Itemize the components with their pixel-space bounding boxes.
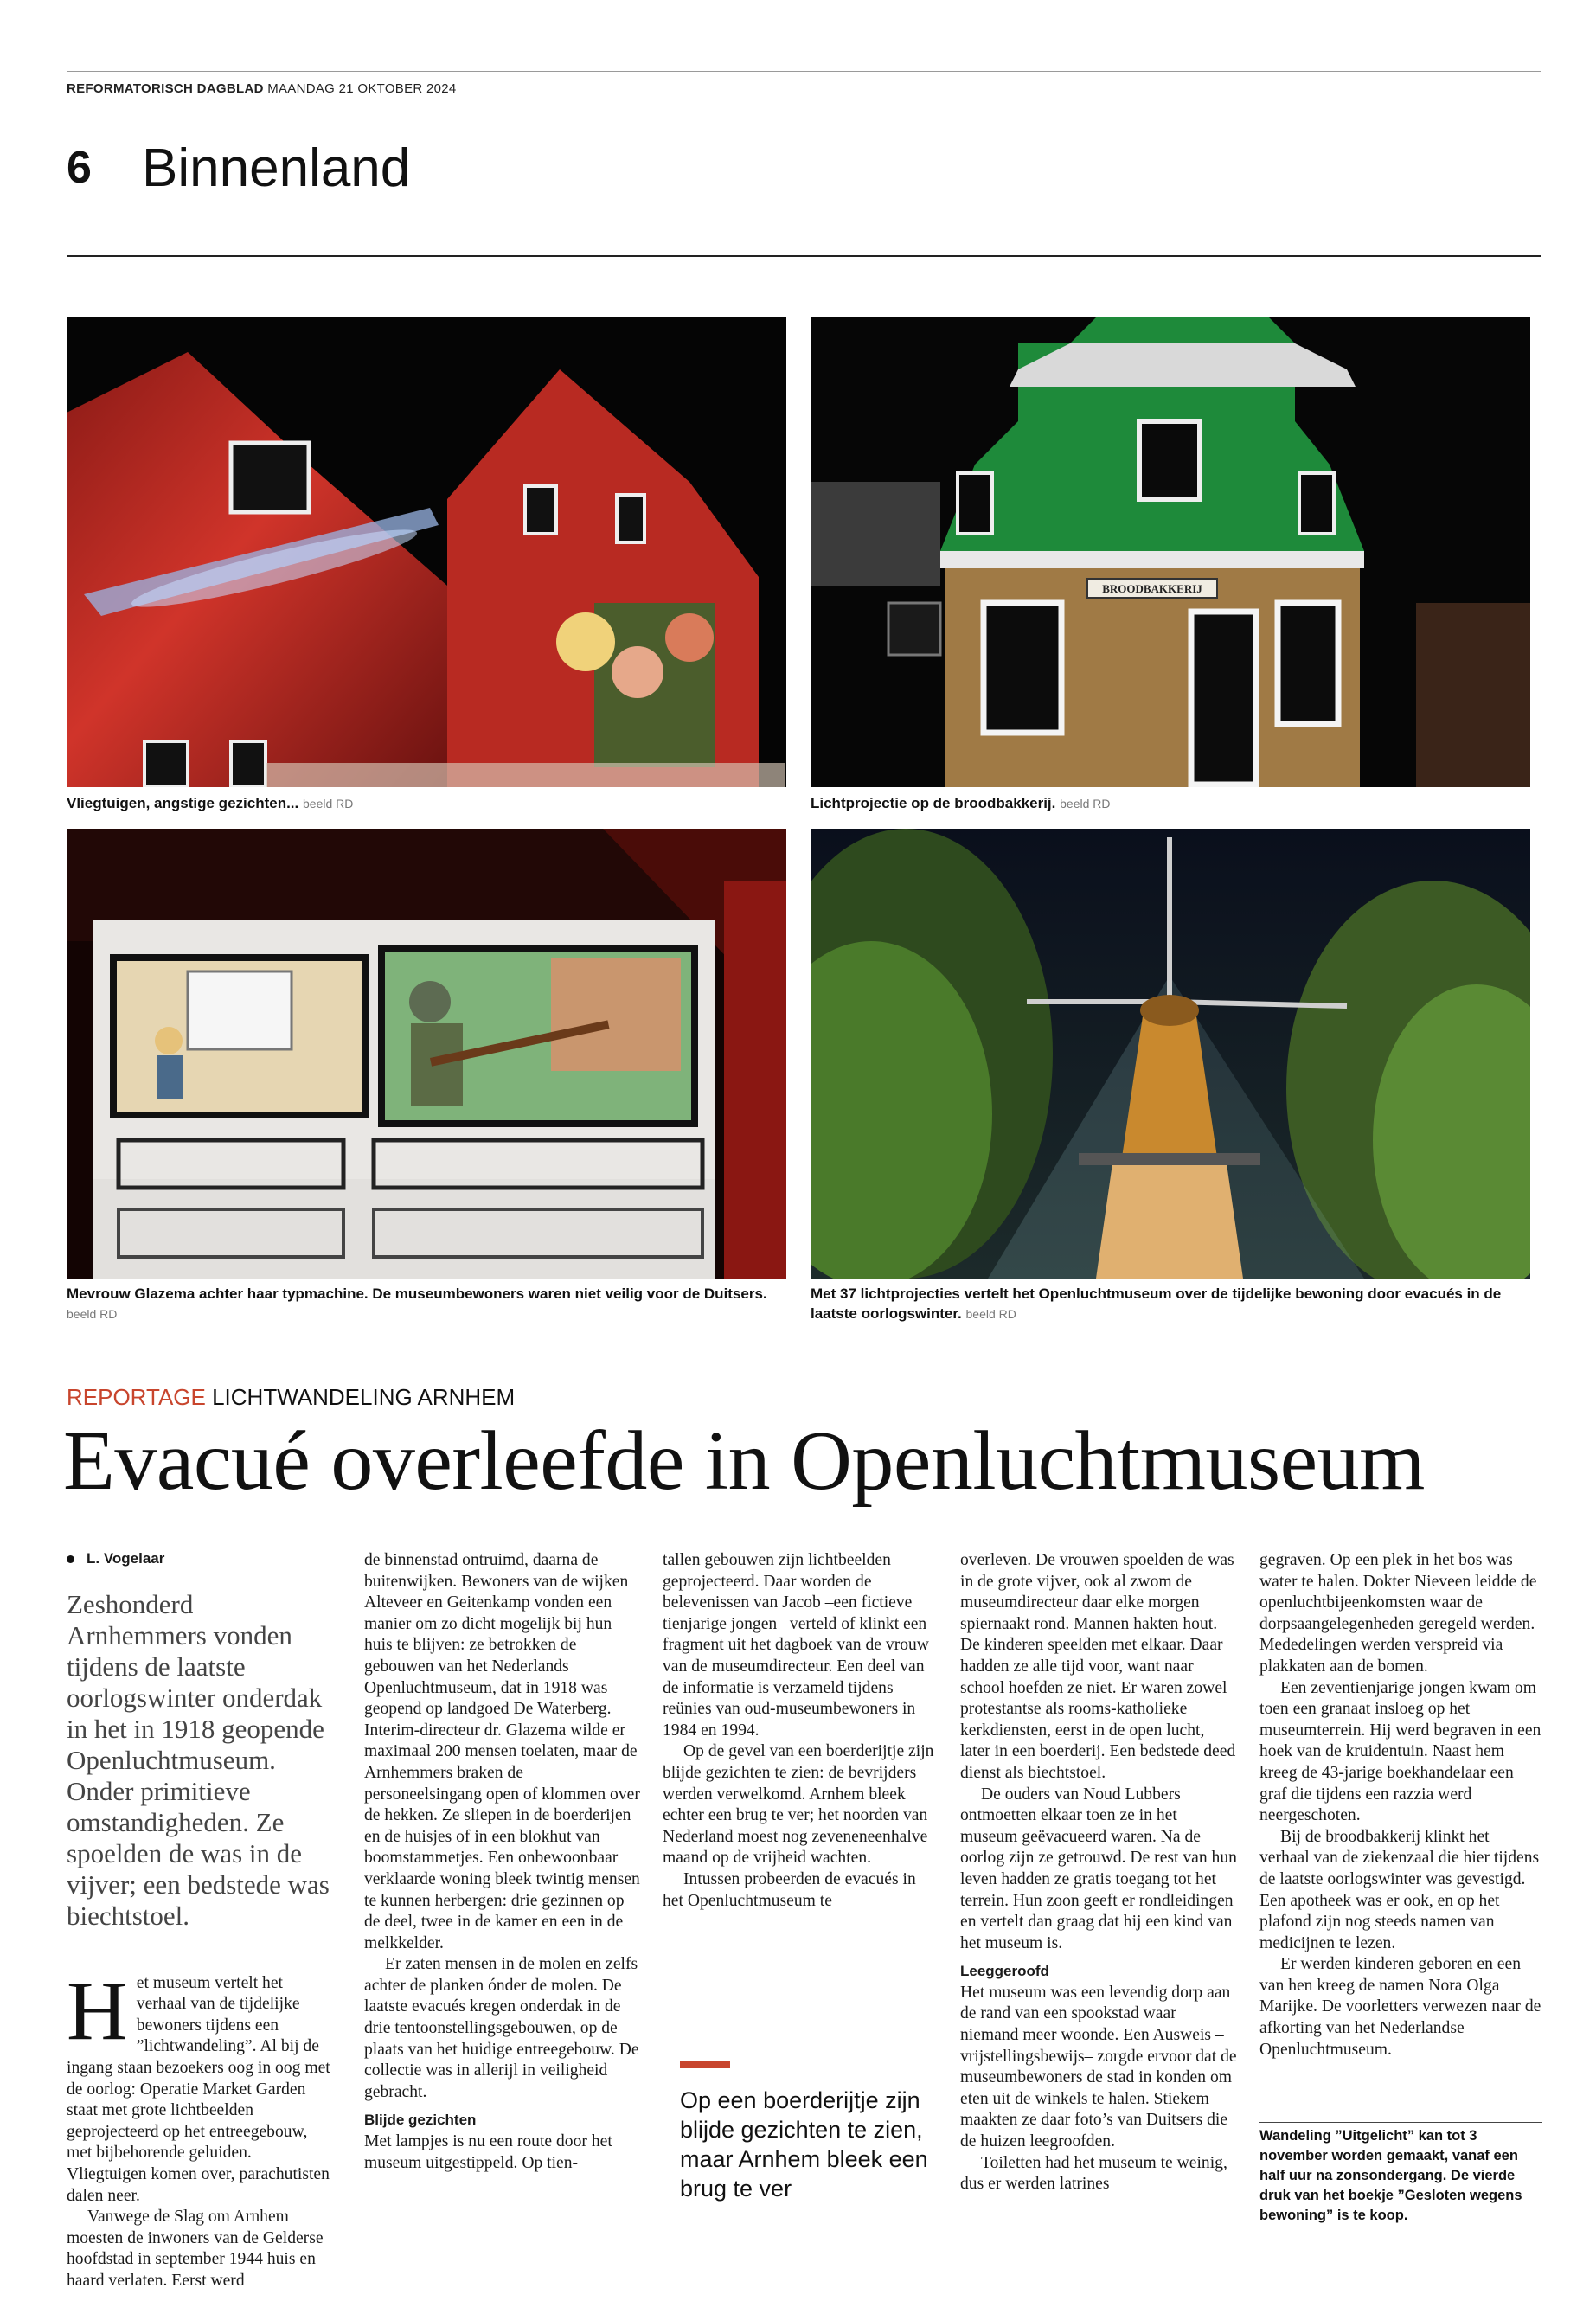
pull-quote-text: Op een boerderijtje zijn blijde gezichten te zien, maar Arnhem bleek een brug te ver [680,2087,928,2202]
photo-credit: beeld RD [965,1307,1016,1321]
article-column-4 [960,1550,1237,2195]
section-rule [67,255,1541,257]
body-paragraph: Een zeventienjarige jongen kwam om toen een granaat insloeg op het museumterrein. Hij werd begraven in een hoek van de kruidentuin. Naast hem kreeg de 43-jarige boekhandelaar een graf die tijdens een razzia werd neergeschoten. [1259,1678,1542,1825]
body-paragraph: overleven. De vrouwen spoelden de was in de grote vijver, ook al zwom de museumdirecteur daar elke morgen spiernaakt rond. Mannen hakten hout. De kinderen speelden met elkaar. Daar hadden ze alle tijd voor, want naar school hoefden ze niet. Er waren zowel protestantse als rooms-katholieke kerkdiensten, eerst in de open lucht, later in een boerderij. Een bedstede deed dienst als biechtstoel. [960,1551,1236,1782]
article-column-5 [1259,1550,1542,2061]
body-paragraph: Met lampjes is nu een route door het museum uitgestippeld. Op tien- [364,2132,612,2172]
article-column-3 [663,1550,939,1912]
body-paragraph: et museum vertelt het verhaal van de tijdelijke bewoners tijdens een ”lichtwandeling”. Al bij de ingang staan bezoekers oog in oog met de oorlog: Operatie Market Garden staat met grote lichtbeelden geprojecteerd op het entreegebouw, met bijbehorende geluiden. Vliegtuigen komen over, parachutisten dalen neer. [67,1973,330,2205]
article-intro: Zeshonderd Arnhemmers vonden tijdens de laatste oorlogswinter onderdak in het in 1918 geopende Openluchtmuseum. Onder primitieve omstandigheden. Ze spoelden de was in de vijver; een bedstede was biechtstoel. [67,1588,330,1931]
byline [67,1548,335,1570]
photo-caption-3 [67,1284,786,1324]
section-title: Binnenland [142,138,411,198]
article-column-2 [364,1550,641,2174]
article-kicker [67,1384,515,1411]
body-paragraph: gegraven. Op een plek in het bos was water te halen. Dokter Nieveen leidde de openluchtbijeenkomsten waar de dorpsaangelegenheden geregeld werden. Mededelingen werden verspreid via plakkaten aan de bomen. [1259,1551,1537,1676]
page-number: 6 [67,143,92,193]
kicker-label: REPORTAGE [67,1384,206,1410]
issue-date: MAANDAG 21 OKTOBER 2024 [267,81,457,96]
body-paragraph: de binnenstad ontruimd, daarna de buitenwijken. Bewoners van de wijken Alteveer en Geitenkamp vonden een manier om zo dicht mogelijk bij hun huis te blijven: ze betrokken de gebouwen van het Nederlands Openluchtmuseum, dat in 1918 was geopend op landgoed De Waterberg. Interim-directeur dr. Glazema wilde er maximaal 200 mensen toelaten, maar de Arnhemmers braken de personeelsingang open of klommen over de hekken. Ze sliepen in de boerderijen en de huisjes of in een blokhut van boomstammetjes. Een onbewoonbaar verklaarde woning bleek twintig mensen te kunnen herbergen: drie gezinnen op de deel, twee in de kamer en een in de melkkelder. [364,1551,640,1952]
byline-author: L. Vogelaar [87,1550,165,1567]
pull-quote-accent-bar [680,2061,730,2068]
article-column-1 [67,1548,335,2292]
drop-cap: H [67,1964,128,2058]
photo-credit: beeld RD [67,1307,118,1321]
body-paragraph: tallen gebouwen zijn lichtbeelden geprojecteerd. Daar worden de belevenissen van Jacob –een fictieve tienjarige jongen– verteld of klinkt een fragment uit het dagboek van de vrouw van de museumdirecteur. Een deel van de informatie is verzameld tijdens reünies van oud-museumbewoners in 1984 en 1994. [663,1551,929,1740]
masthead-rule [67,71,1541,72]
body-paragraph: Bij de broodbakkerij klinkt het verhaal van de ziekenzaal die hier tijdens de laatste oorlogswinter was gevestigd. Een apotheek was er ook, en op het plafond zijn nog steeds namen van medicijnen te lezen. [1259,1827,1540,1952]
photo-caption-1 [67,793,786,814]
body-paragraph: Het museum was een levendig dorp aan de rand van een spookstad waar niemand meer woonde. Een Ausweis –vrijstellingsbewijs– zorgde ervoor dat de museumbewoners de stad in konden om eten uit de winkels te halen. Stiekem maakten ze daar foto’s van Duitsers die de huizen leegroofden. [960,1983,1237,2151]
photo-houses-projection [67,317,786,787]
body-paragraph: Er werden kinderen geboren en een van hen kreeg de namen Nora Olga Marijke. De voorletters verwezen naar de afkorting van het Nederlandse Openluchtmuseum. [1259,1955,1542,2059]
caption-text: Vliegtuigen, angstige gezichten... [67,795,299,811]
body-paragraph: Toiletten had het museum te weinig, dus er werden latrines [960,2153,1227,2194]
caption-text: Lichtprojectie op de broodbakkerij. [811,795,1056,811]
masthead [67,81,457,96]
caption-text: Met 37 lichtprojecties vertelt het Openluchtmuseum over de tijdelijke bewoning door evacués in de laatste oorlogswinter. [811,1285,1502,1322]
body-paragraph: De ouders van Noud Lubbers ontmoetten elkaar toen ze in het museum geëvacueerd waren. Na de oorlog zijn ze getrouwd. De rest van hun leven hadden ze gratis toegang tot het terrein. Hun zoon geeft er rondleidingen en vertelt dan graag dat hij een kind van het museum is. [960,1785,1237,1952]
photo-exhibition-windows [67,829,786,1279]
article-headline: Evacué overleefde in Openluchtmuseum [63,1414,1425,1508]
body-paragraph: Intussen probeerden de evacués in het Openluchtmuseum te [663,1869,916,1910]
paper-name: REFORMATORISCH DAGBLAD [67,81,264,96]
body-paragraph: Vanwege de Slag om Arnhem moesten de inwoners van de Gelderse hoofdstad in september 1944 huis en haard verlaten. Eerst werd [67,2208,324,2290]
photo-windmill [811,829,1530,1279]
event-infobox: Wandeling ”Uitgelicht” kan tot 3 november worden gemaakt, vanaf een half uur na zonsondergang. De vierde druk van het boekje ”Gesloten wegens bewoning” is te koop. [1259,2128,1522,2223]
subheading-leeggeroofd: Leeggeroofd [960,1963,1049,1980]
infobox-rule [1259,2122,1542,2123]
caption-text: Mevrouw Glazema achter haar typmachine. De museumbewoners waren niet veilig voor de Duitsers. [67,1285,767,1302]
photo-credit: beeld RD [303,797,354,811]
bakery-sign: BROODBAKKERIJ [1102,582,1202,595]
pull-quote [680,2061,931,2203]
photo-broodbakkerij [811,317,1530,787]
photo-caption-4 [811,1284,1530,1324]
body-paragraph: Er zaten mensen in de molen en zelfs achter de planken ónder de molen. De laatste evacués kregen onderdak in de drie tentoonstellingsgebouwen, op de plaats van het huidige entreegebouw. De collectie was in allerijl in veiligheid gebracht. [364,1955,639,2101]
photo-credit: beeld RD [1060,797,1111,811]
kicker-topic: LICHTWANDELING ARNHEM [212,1384,516,1410]
body-start [67,1964,335,2292]
body-paragraph: Op de gevel van een boerderijtje zijn blijde gezichten te zien: de bevrijders werden verwelkomd. Arnhem bleek echter een brug te ver; het noorden van Nederland moest nog zeveneneenhalve maand op de vrijheid wachten. [663,1742,934,1868]
byline-bullet-icon [67,1555,74,1563]
photo-caption-2 [811,793,1530,814]
subheading-blijde-gezichten: Blijde gezichten [364,2112,477,2129]
